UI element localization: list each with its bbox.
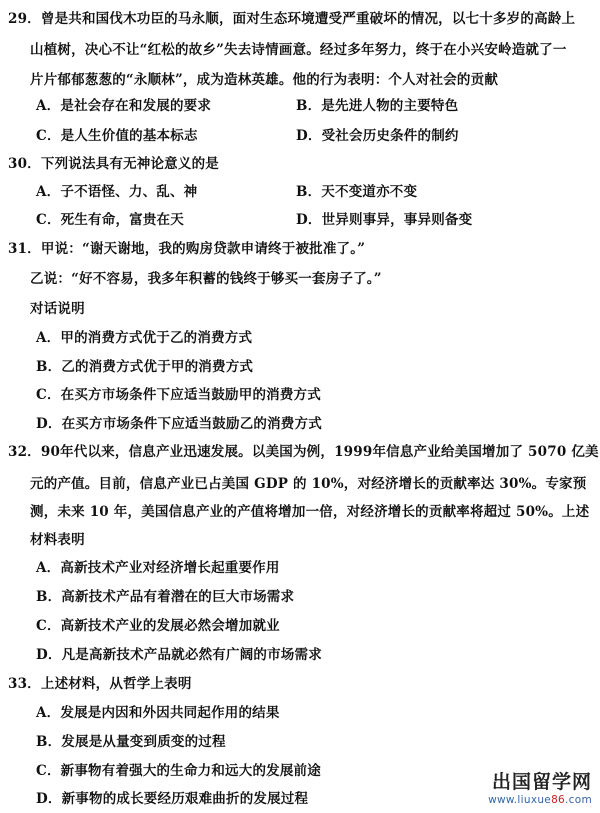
question-31-option-a: A．甲的消费方式优于乙的消费方式 xyxy=(36,330,253,346)
question-31-option-b: B．乙的消费方式优于甲的消费方式 xyxy=(36,359,254,375)
question-32-stem-line-3: 测，未来 10 年，美国信息产业的产值将增加一倍，对经济增长的贡献率将超过 50%。上述 xyxy=(30,504,590,520)
question-32-stem-line-4: 材料表明 xyxy=(30,532,85,548)
question-31-option-c: C．在买方市场条件下应适当鼓励甲的消费方式 xyxy=(36,387,321,403)
question-32-option-d: D．凡是高新技术产品就必然有广阔的市场需求 xyxy=(36,647,322,663)
watermark-url-accent: 86 xyxy=(551,794,566,806)
watermark-url-suffix: .com xyxy=(565,794,592,806)
question-30-option-b: B．天不变道亦不变 xyxy=(296,184,418,200)
watermark-url xyxy=(462,795,592,806)
question-29-option-c: C．是人生价值的基本标志 xyxy=(36,128,198,144)
question-31-stem-line-1: 31．甲说：“谢天谢地，我的购房贷款申请终于被批准了。” xyxy=(8,241,366,257)
question-29-stem-line-3: 片片郁郁葱葱的“永顺林”，成为造林英雄。他的行为表明：个人对社会的贡献 xyxy=(30,72,499,88)
question-31-option-d: D．在买方市场条件下应适当鼓励乙的消费方式 xyxy=(36,416,322,432)
question-32-stem-line-1: 32．90年代以来，信息产业迅速发展。以美国为例，1999年信息产业给美国增加了 5070 亿美 xyxy=(8,444,599,460)
question-33-option-c: C．新事物有着强大的生命力和远大的发展前途 xyxy=(36,763,321,779)
question-32-option-a: A．高新技术产业对经济增长起重要作用 xyxy=(36,560,280,576)
question-30-option-d: D．世异则事异，事异则备变 xyxy=(296,212,473,228)
question-29-option-b: B．是先进人物的主要特色 xyxy=(296,98,459,114)
question-30-stem-line-1: 30．下列说法具有无神论意义的是 xyxy=(8,156,219,172)
question-33-stem-line-1: 33．上述材料，从哲学上表明 xyxy=(8,676,192,692)
watermark-url-prefix: www.liuxue xyxy=(488,794,552,806)
question-32-option-b: B．高新技术产品有着潜在的巨大市场需求 xyxy=(36,589,295,605)
question-30-option-c: C．死生有命，富贵在天 xyxy=(36,212,184,228)
question-29-option-d: D．受社会历史条件的制约 xyxy=(296,128,459,144)
question-30-option-a: A．子不语怪、力、乱、神 xyxy=(36,184,198,200)
watermark-title: 出国留学网 xyxy=(491,771,592,793)
question-29-stem-line-1: 29．曾是共和国伐木功臣的马永顺，面对生态环境遭受严重破坏的情况，以七十多岁的高龄上 xyxy=(8,11,576,27)
question-32-option-c: C．高新技术产业的发展必然会增加就业 xyxy=(36,618,280,634)
question-29-option-a: A．是社会存在和发展的要求 xyxy=(36,98,212,114)
question-32-stem-line-2: 元的产值。目前，信息产业已占美国 GDP 的 10%，对经济增长的贡献率达 30%。专家预 xyxy=(30,476,587,492)
question-31-stem-line-3: 对话说明 xyxy=(30,301,85,317)
question-29-stem-line-2: 山植树，决心不让“红松的故乡”失去诗情画意。经过多年努力，终于在小兴安岭造就了一 xyxy=(30,42,567,58)
site-watermark xyxy=(462,773,592,806)
question-33-option-a: A．发展是内因和外因共同起作用的结果 xyxy=(36,705,280,721)
question-31-stem-line-2: 乙说：“好不容易，我多年积蓄的钱终于够买一套房子了。” xyxy=(30,271,382,287)
question-33-option-d: D．新事物的成长要经历艰难曲折的发展过程 xyxy=(36,791,309,807)
question-33-option-b: B．发展是从量变到质变的过程 xyxy=(36,734,226,750)
